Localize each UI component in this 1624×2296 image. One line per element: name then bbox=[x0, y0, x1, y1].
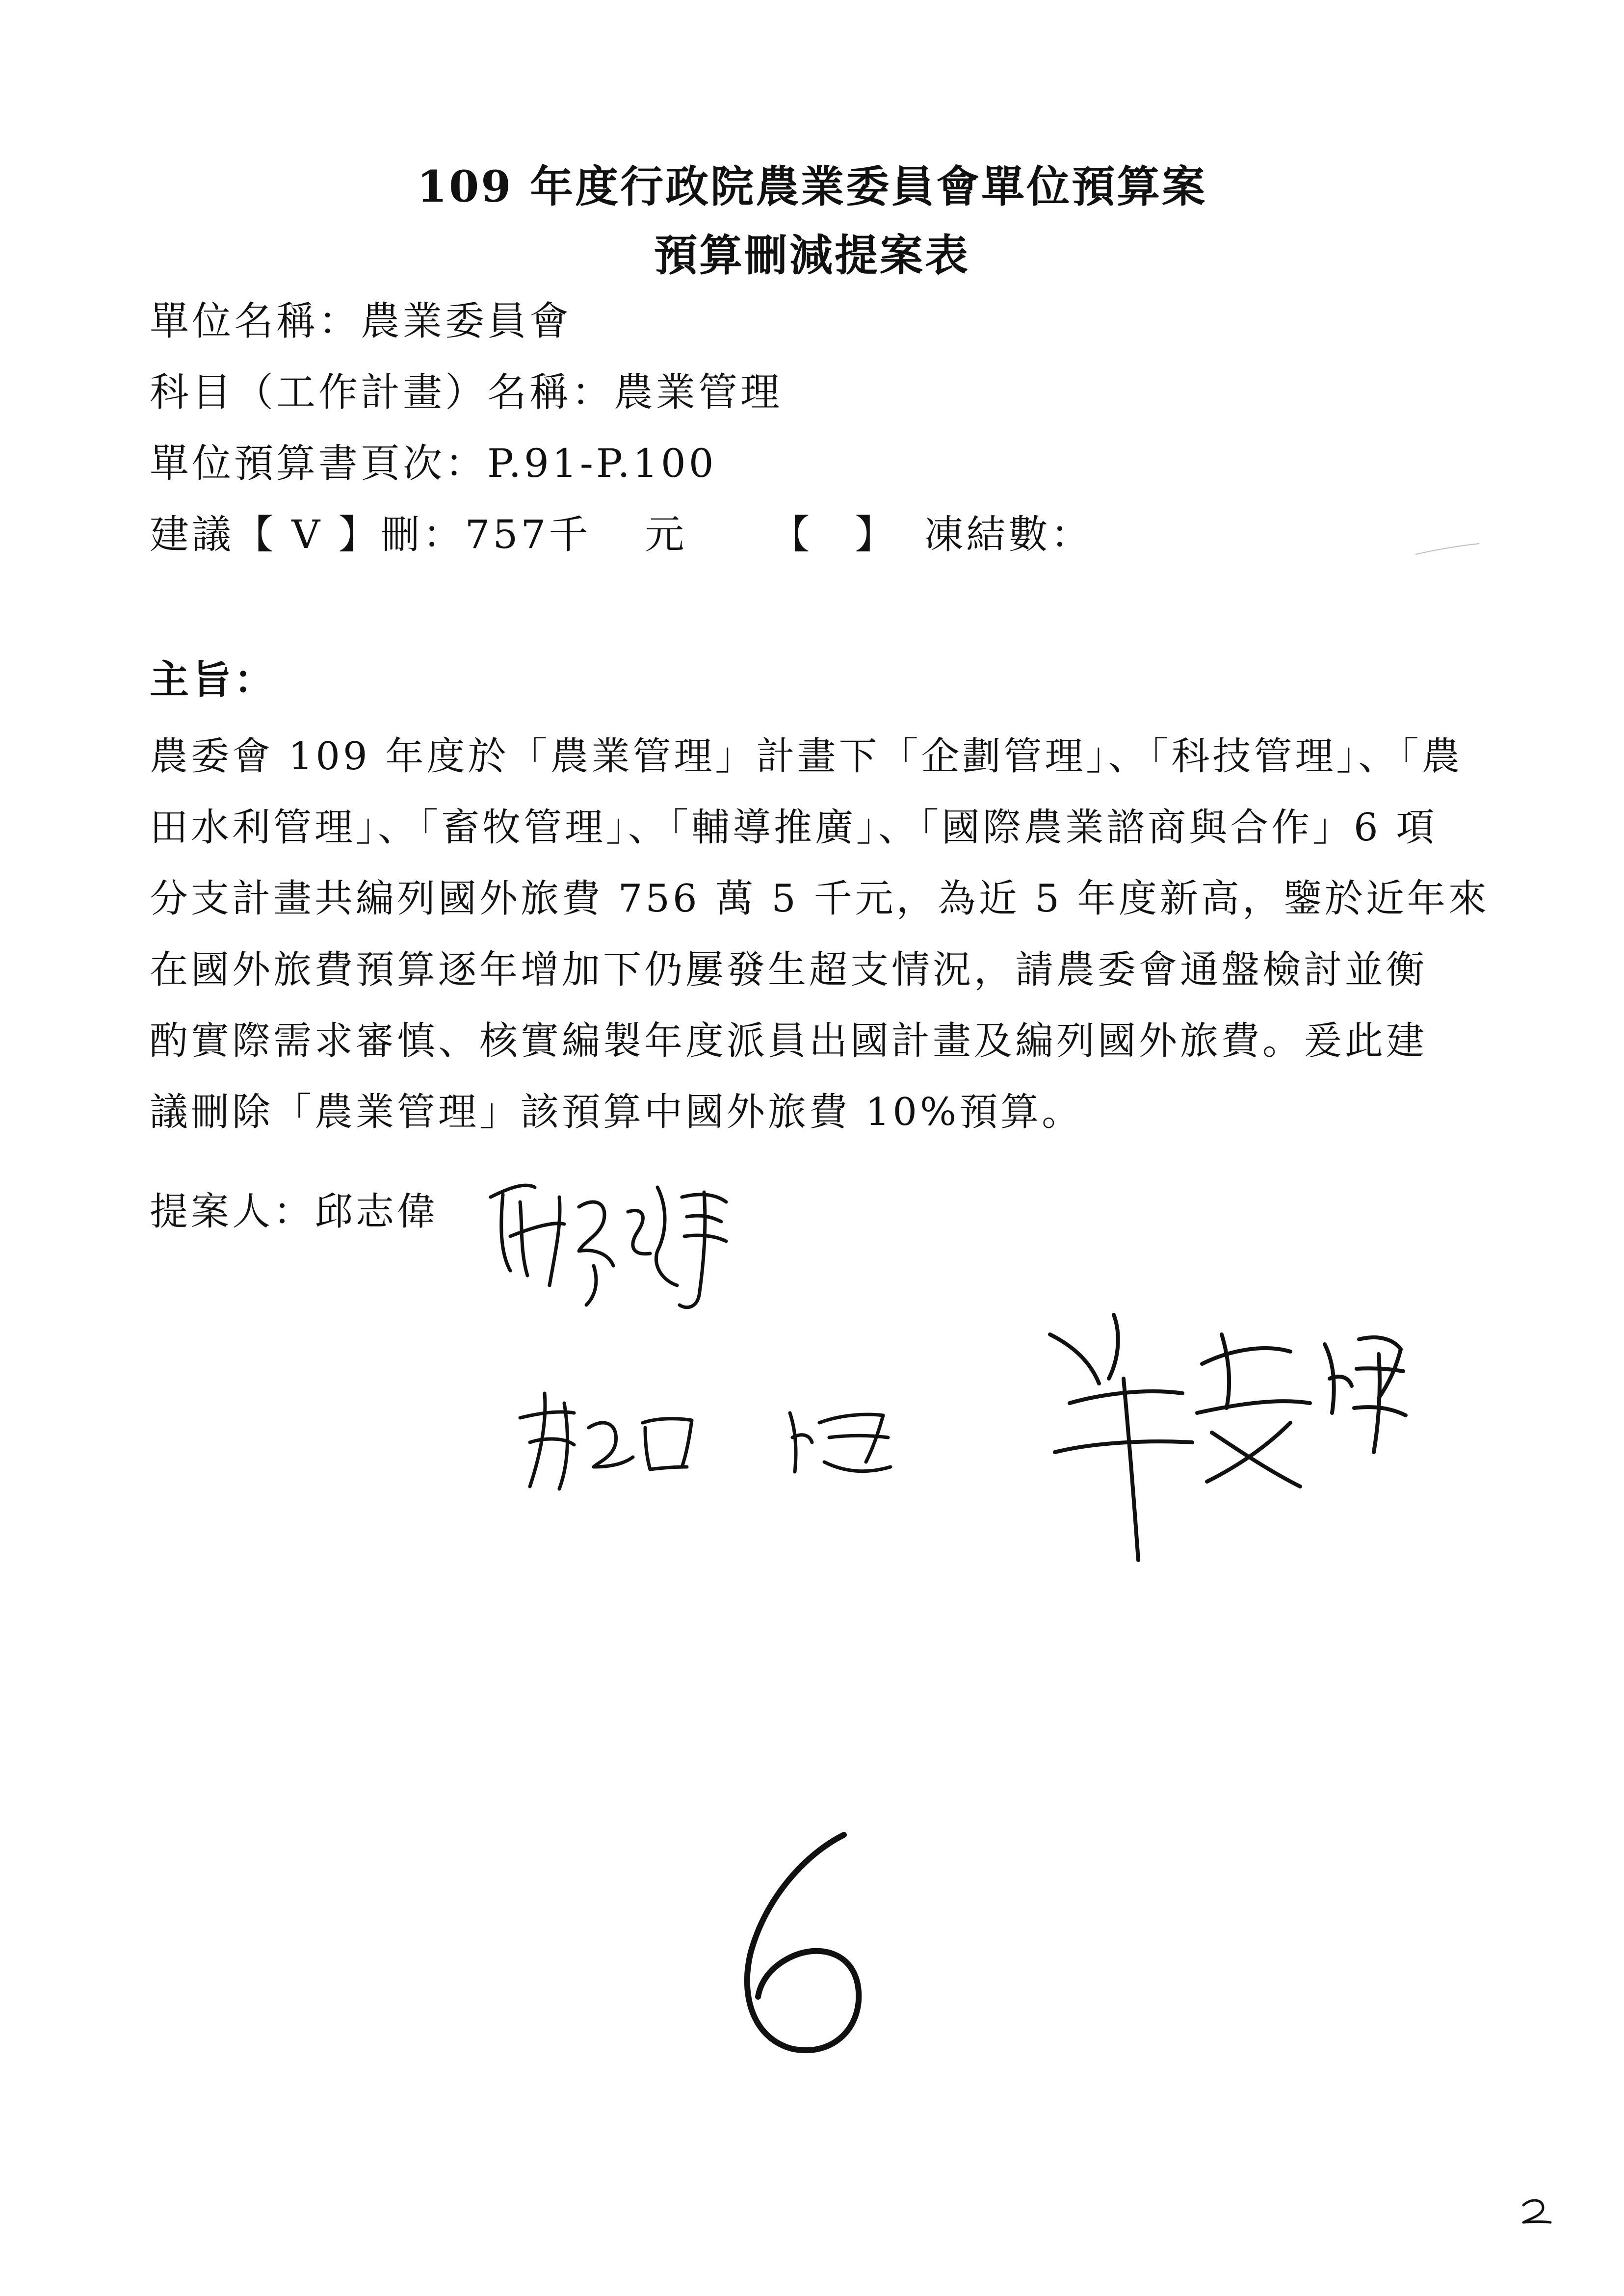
program-name-field: 科目（工作計畫）名稱：農業管理 bbox=[150, 369, 783, 415]
document-title-block bbox=[0, 152, 1624, 289]
subject-heading: 主旨： bbox=[150, 656, 276, 703]
subject-line: 在國外旅費預算逐年增加下仍屢發生超支情況，請農委會通盤檢討並衡 bbox=[150, 948, 1428, 992]
signature-proposer bbox=[481, 1168, 736, 1315]
subject-line: 農委會 109 年度於「農業管理」計畫下「企劃管理」、「科技管理」、「農 bbox=[150, 734, 1463, 779]
suggest-cut-label: 建議【 V 】刪： bbox=[150, 512, 465, 557]
subject-body bbox=[150, 721, 1499, 1148]
handwritten-number-6 bbox=[731, 1825, 878, 2061]
freeze-amount-label: 凍結數： bbox=[924, 512, 1093, 557]
document-subtitle: 預算刪減提案表 bbox=[654, 230, 970, 281]
subject-line: 分支計畫共編列國外旅費 756 萬 5 千元，為近 5 年度新高，鑒於近年來 bbox=[150, 877, 1490, 921]
subject-line: 酌實際需求審慎、核實編製年度派員出國計畫及編列國外旅費。爰此建 bbox=[150, 1019, 1428, 1063]
suggestion-row bbox=[150, 510, 1093, 559]
cut-amount-handwritten: 757千 bbox=[465, 512, 591, 557]
signature-cosigner-3 bbox=[1035, 1305, 1408, 1580]
proposer-label: 提案人：邱志偉 bbox=[150, 1190, 439, 1234]
scan-artifact bbox=[1413, 540, 1482, 559]
subject-line: 議刪除「農業管理」該預算中國外旅費 10%預算。 bbox=[150, 1090, 1083, 1134]
currency-label: 元 bbox=[645, 512, 687, 557]
freeze-checkbox-bracket: 【 】 bbox=[770, 512, 897, 557]
document-title: 109 年度行政院農業委員會單位預算案 bbox=[417, 161, 1207, 212]
page-marker-2 bbox=[1516, 2193, 1555, 2227]
unit-name-field: 單位名稱：農業委員會 bbox=[150, 298, 572, 344]
signature-cosigner-2 bbox=[780, 1393, 903, 1491]
signature-cosigner-1 bbox=[510, 1383, 721, 1496]
budget-pages-field: 單位預算書頁次：P.91-P.100 bbox=[150, 441, 717, 486]
subject-line: 田水利管理」、「畜牧管理」、「輔導推廣」、「國際農業諮商與合作」6 項 bbox=[150, 806, 1438, 850]
